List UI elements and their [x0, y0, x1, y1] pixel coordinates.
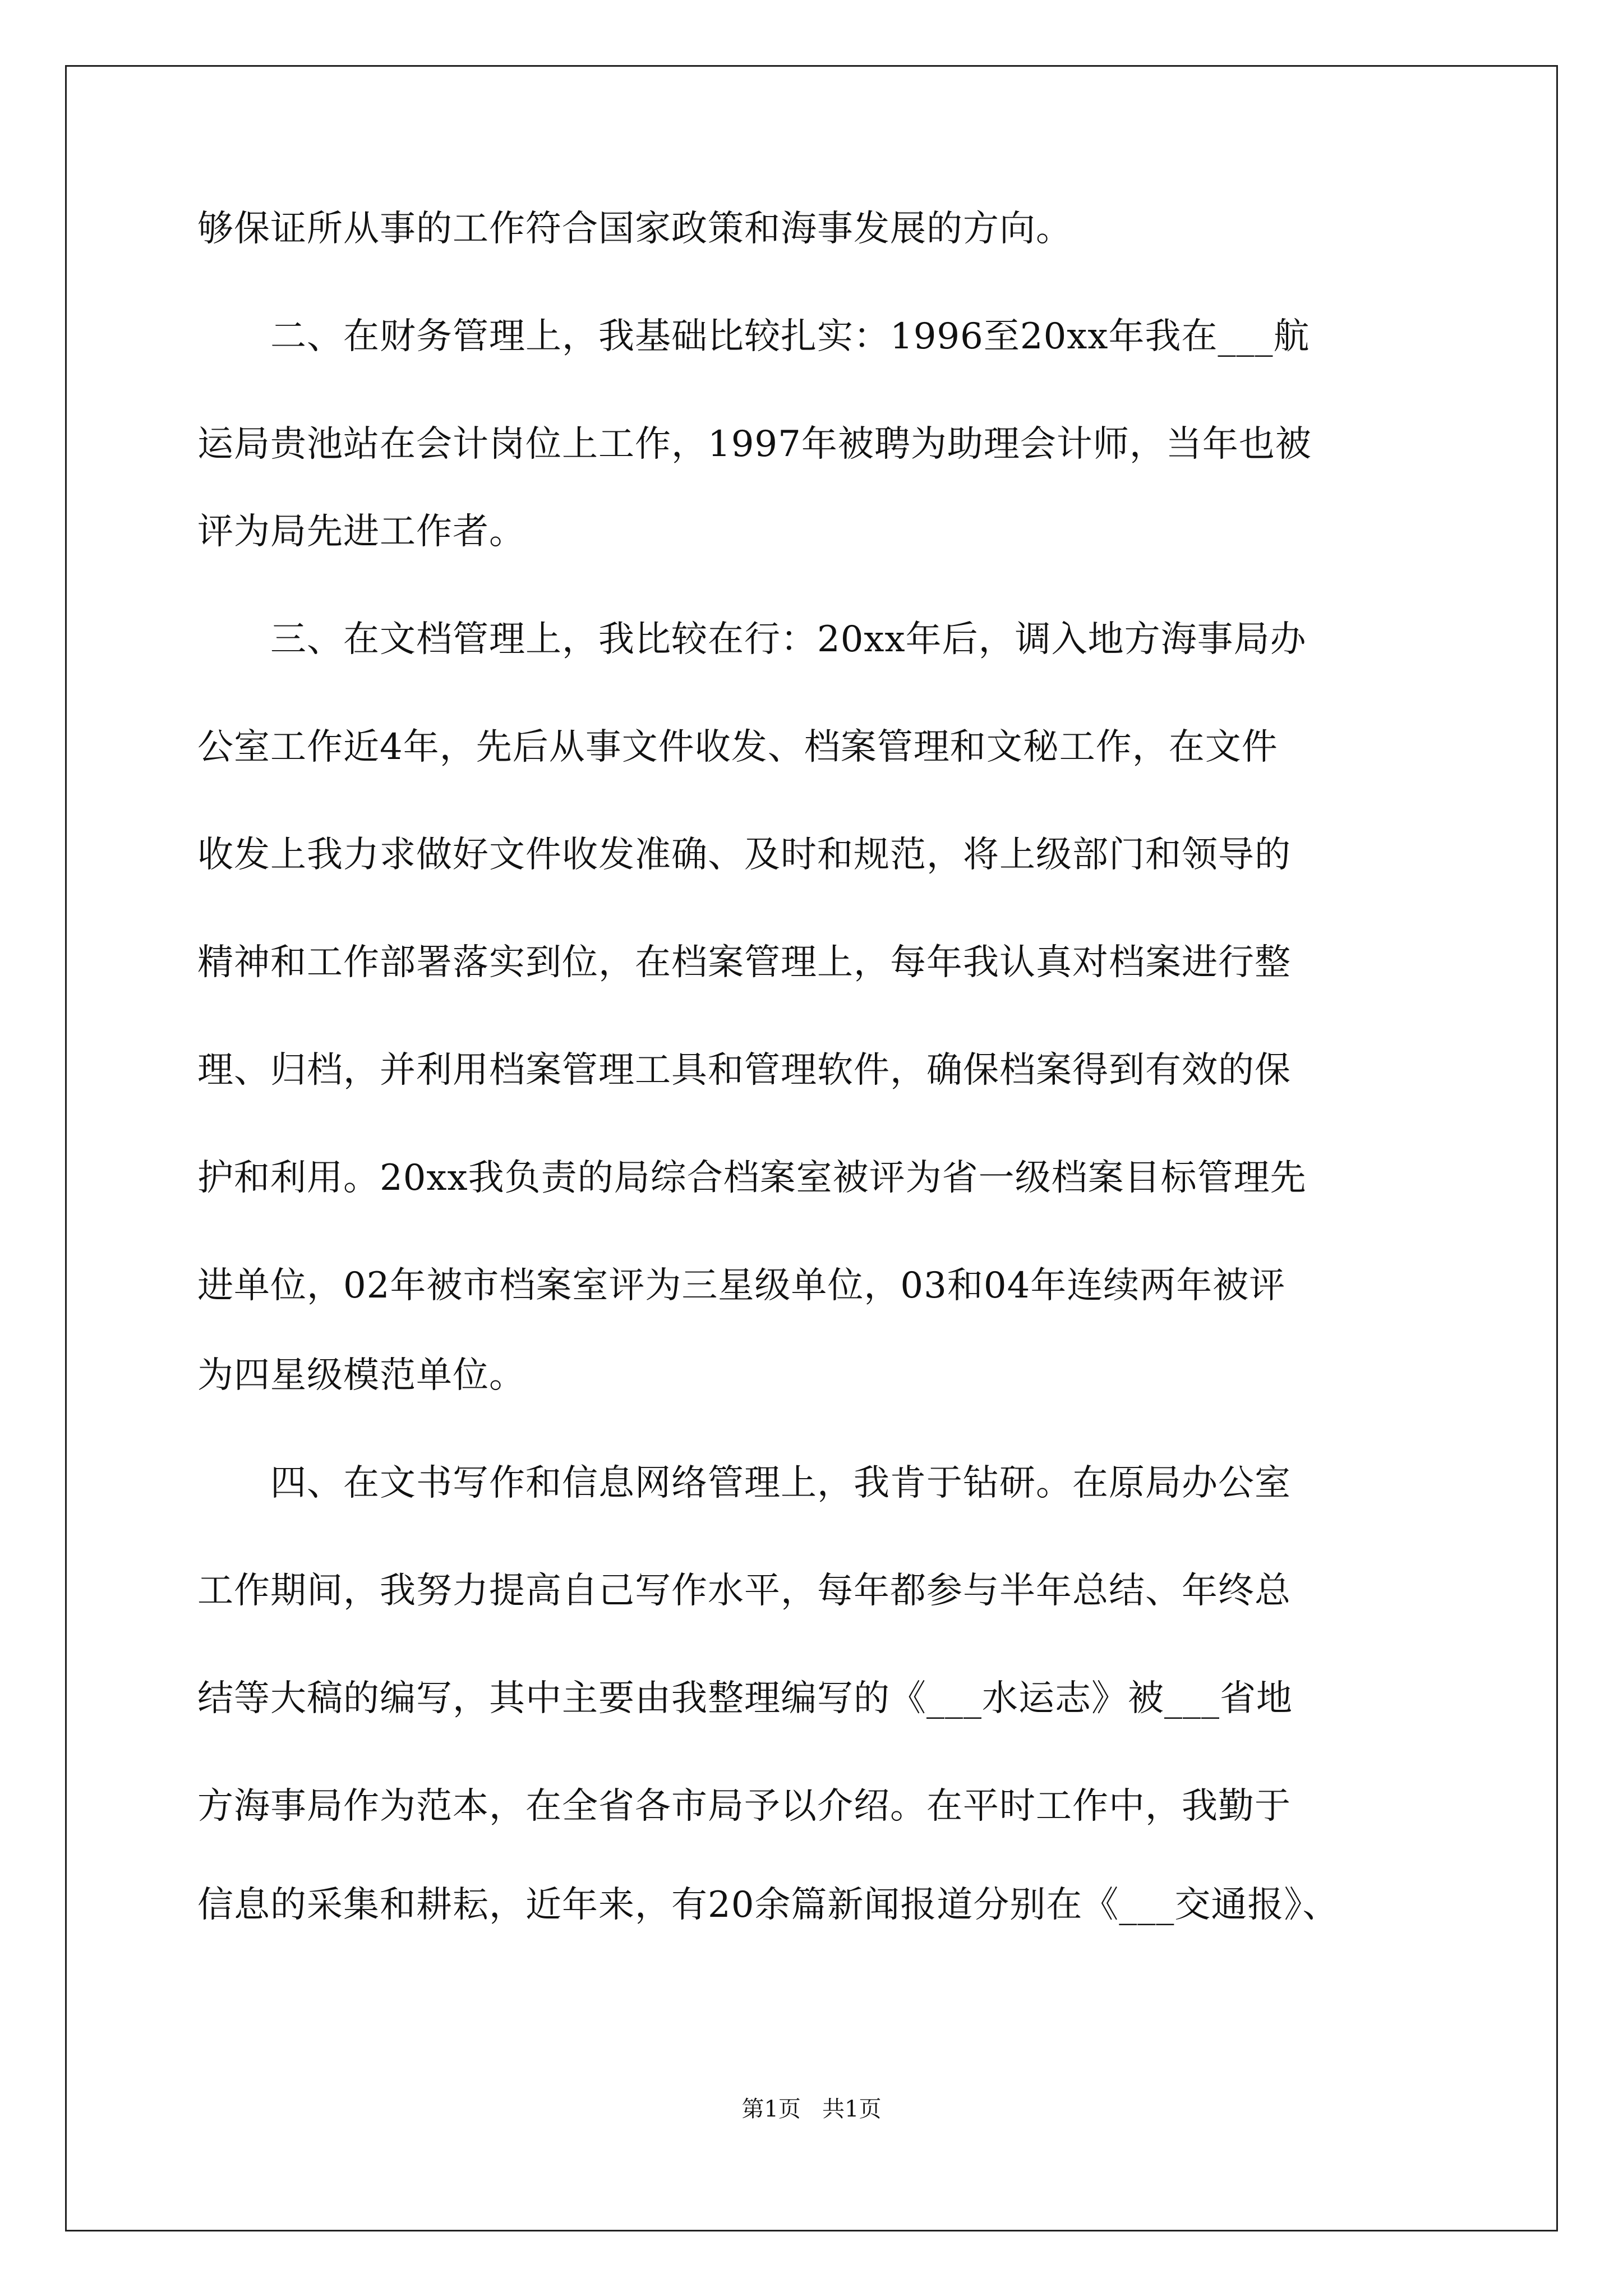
page-footer: 第1页 共1页	[741, 2096, 882, 2122]
text-line-11: 进单位，02年被市档案室评为三星级单位，03和04年连续两年被评	[197, 1265, 1286, 1306]
text-line-13: 四、在文书写作和信息网络管理上，我肯于钻研。在原局办公室	[197, 1462, 1291, 1504]
text-line-14: 工作期间，我努力提高自己写作水平，每年都参与半年总结、年终总	[197, 1570, 1291, 1612]
text-line-12: 为四星级模范单位。	[197, 1355, 525, 1396]
text-line-4: 评为局先进工作者。	[197, 511, 525, 553]
text-line-10: 护和利用。20xx我负责的局综合档案室被评为省一级档案目标管理先	[197, 1157, 1307, 1199]
text-line-3: 运局贵池站在会计岗位上工作，1997年被聘为助理会计师，当年也被	[197, 424, 1312, 465]
text-line-1: 够保证所从事的工作符合国家政策和海事发展的方向。	[197, 208, 1072, 250]
text-line-9: 理、归档，并利用档案管理工具和管理软件，确保档案得到有效的保	[197, 1050, 1291, 1091]
text-line-2: 二、在财务管理上，我基础比较扎实：1996至20xx年我在___航	[197, 316, 1310, 357]
text-line-8: 精神和工作部署落实到位，在档案管理上，每年我认真对档案进行整	[197, 942, 1291, 983]
text-line-5: 三、在文档管理上，我比较在行：20xx年后，调入地方海事局办	[197, 619, 1307, 660]
text-line-16: 方海事局作为范本，在全省各市局予以介绍。在平时工作中，我勤于	[197, 1786, 1291, 1827]
text-line-17: 信息的采集和耕耘，近年来，有20余篇新闻报道分别在《___交通报》、	[197, 1884, 1339, 1926]
text-line-15: 结等大稿的编写，其中主要由我整理编写的《___水运志》被___省地	[197, 1678, 1293, 1719]
text-line-6: 公室工作近4年，先后从事文件收发、档案管理和文秘工作，在文件	[197, 726, 1278, 768]
text-line-7: 收发上我力求做好文件收发准确、及时和规范，将上级部门和领导的	[197, 834, 1291, 876]
